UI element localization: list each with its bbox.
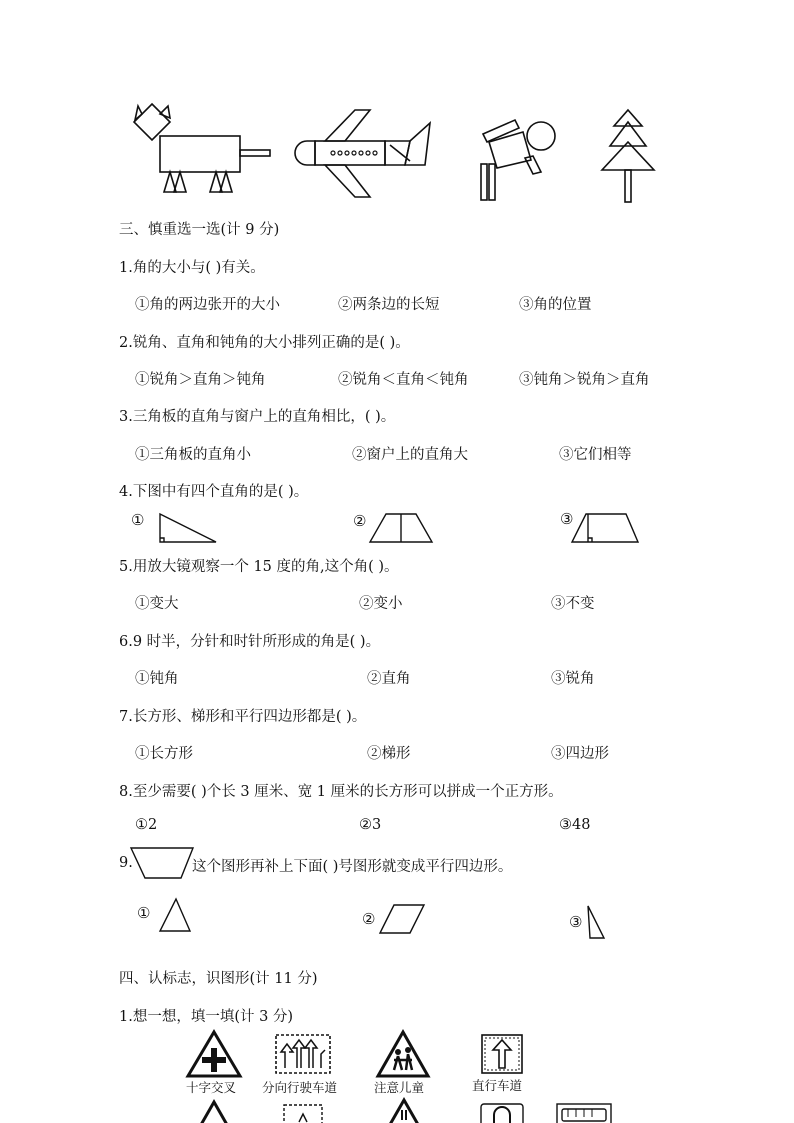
q2-option-3: ③钝角＞锐角＞直角: [519, 372, 650, 388]
q6-text: 6.9 时半，分针和时针所形成的角是( )。: [119, 634, 381, 650]
q7-option-3: ③四边形: [551, 746, 609, 762]
sign-label-children: 注意儿童: [374, 1080, 425, 1095]
sign-label-crossroad: 十字交叉: [186, 1080, 237, 1095]
tree-figure: [600, 108, 660, 204]
section4-sub1: 1.想一想，填一填(计 3 分): [119, 1009, 294, 1025]
q6-option-2: ②直角: [367, 671, 411, 687]
q7-text: 7.长方形、梯形和平行四边形都是( )。: [119, 709, 367, 725]
q4-figure-1-right-triangle: [150, 512, 220, 544]
q2-text: 2.锐角、直角和钝角的大小排列正确的是( )。: [119, 335, 410, 351]
airplane-figure: [295, 105, 435, 205]
q8-text: 8.至少需要( )个长 3 厘米、宽 1 厘米的长方形可以拼成一个正方形。: [119, 784, 563, 800]
straight-lane-sign-icon: [481, 1034, 523, 1074]
q9-trapezoid-figure: [129, 846, 195, 882]
sign-label-lanes: 分向行驶车道: [262, 1080, 338, 1095]
q5-option-1: ①变大: [135, 596, 179, 612]
q9-option-3: ③: [569, 913, 583, 931]
q5-text: 5.用放大镜观察一个 15 度的角,这个角( )。: [119, 559, 399, 575]
q4-option-3: ③: [560, 510, 574, 528]
q9-text: 这个图形再补上下面( )号图形就变成平行四边形。: [192, 859, 513, 875]
cat-figure: [130, 100, 280, 200]
q4-figure-3-trapezoid: [570, 512, 642, 548]
partial-lane-sign-icon: [283, 1104, 323, 1123]
q5-option-3: ③不变: [551, 596, 595, 612]
q3-option-2: ②窗户上的直角大: [352, 447, 468, 463]
partial-bus-sign-icon: [556, 1103, 612, 1123]
q8-option-1: ①2: [135, 817, 158, 833]
q9-option-2: ②: [362, 910, 376, 928]
q9-figure-2-parallelogram: [380, 903, 426, 935]
q3-text: 3.三角板的直角与窗户上的直角相比，( )。: [119, 409, 396, 425]
q2-option-2: ②锐角＜直角＜钝角: [338, 372, 469, 388]
q1-option-2: ②两条边的长短: [338, 297, 440, 313]
q8-option-3: ③48: [559, 817, 591, 833]
section4-title: 四、认标志，识图形(计 11 分): [119, 971, 318, 987]
q9-figure-3-triangle: [586, 904, 608, 940]
person-figure: [475, 112, 565, 204]
q1-option-3: ③角的位置: [519, 297, 592, 313]
section3-title: 三、慎重选一选(计 9 分): [119, 222, 280, 238]
q6-option-1: ①钝角: [135, 671, 179, 687]
q6-option-3: ③锐角: [551, 671, 595, 687]
q3-option-1: ①三角板的直角小: [135, 447, 251, 463]
partial-triangle-sign-icon: [196, 1100, 232, 1123]
children-warning-sign-icon: [376, 1030, 430, 1078]
lane-direction-sign-icon: [275, 1034, 331, 1074]
q4-option-1: ①: [131, 511, 145, 529]
q7-option-1: ①长方形: [135, 746, 193, 762]
q8-option-2: ②3: [359, 817, 382, 833]
q2-option-1: ①锐角＞直角＞钝角: [135, 372, 266, 388]
sign-label-straight: 直行车道: [472, 1078, 523, 1093]
q9-figure-1-triangle: [158, 897, 192, 933]
q5-option-2: ②变小: [359, 596, 403, 612]
q4-option-2: ②: [353, 512, 367, 530]
q9-option-1: ①: [137, 904, 151, 922]
q4-figure-2-trapezoid: [370, 512, 440, 544]
q1-text: 1.角的大小与( )有关。: [119, 260, 265, 276]
q1-option-1: ①角的两边张开的大小: [135, 297, 280, 313]
q3-option-3: ③它们相等: [559, 447, 632, 463]
q7-option-2: ②梯形: [367, 746, 411, 762]
crossroad-sign-icon: [186, 1030, 242, 1078]
partial-warning-sign-icon: [386, 1098, 422, 1123]
partial-u-turn-sign-icon: [480, 1103, 524, 1123]
q4-text: 4.下图中有四个直角的是( )。: [119, 484, 309, 500]
q9-number: 9.: [119, 855, 133, 871]
